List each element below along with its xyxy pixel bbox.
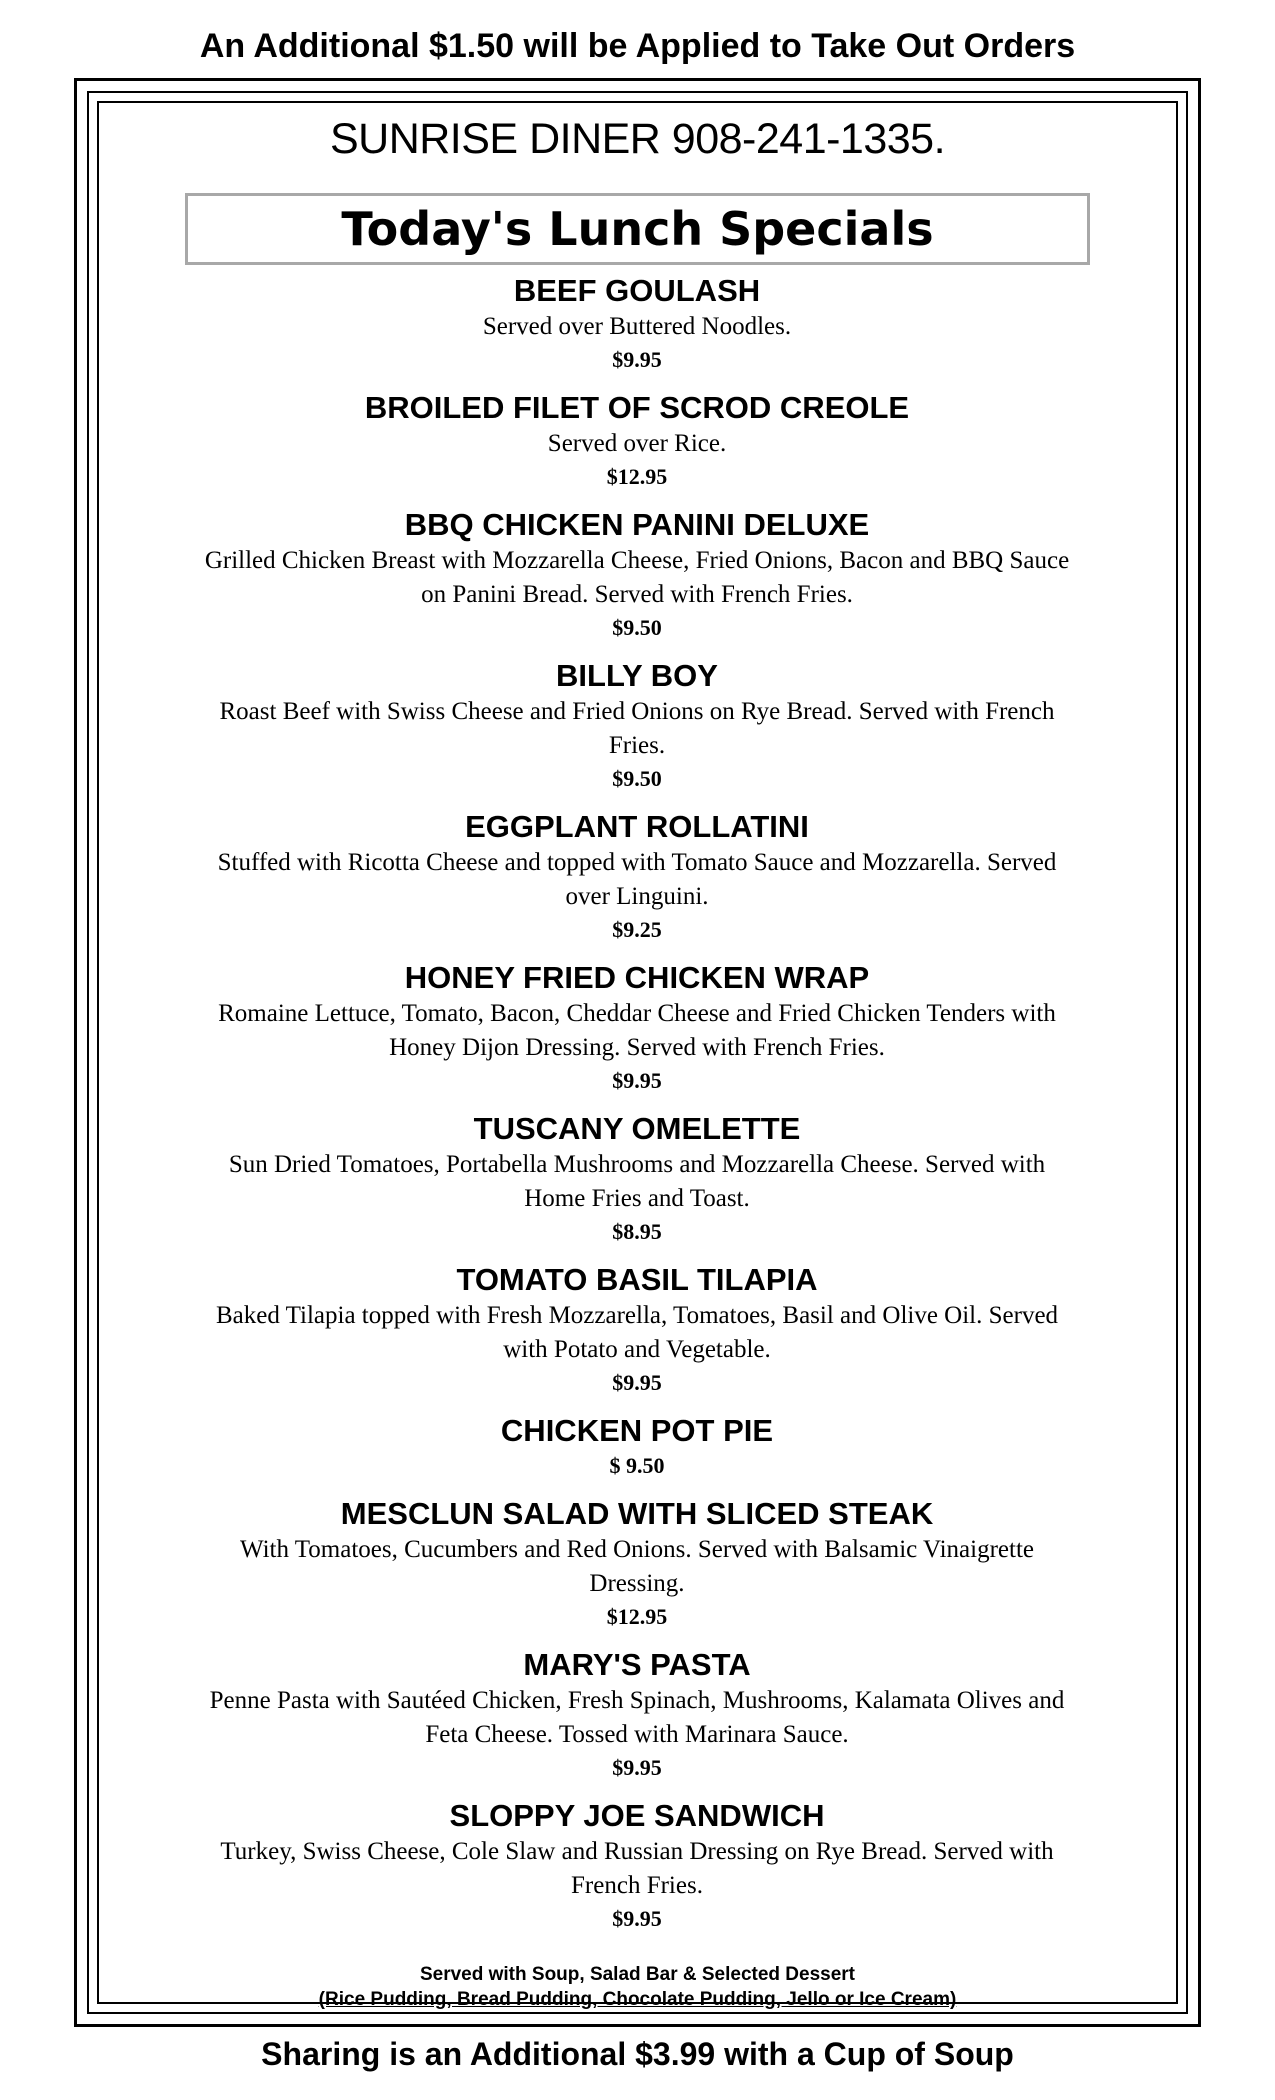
menu-item-name: SLOPPY JOE SANDWICH xyxy=(449,1798,825,1833)
menu-item-description: Roast Beef with Swiss Cheese and Fried Onions on Rye Bread. Served with French Fries. xyxy=(219,698,1055,759)
menu-item-name: MESCLUN SALAD WITH SLICED STEAK xyxy=(340,1496,934,1531)
menu-item-price: $9.50 xyxy=(612,766,662,791)
menu-item xyxy=(137,1412,1137,1482)
menu-item xyxy=(137,808,1137,946)
menu-item-description: Romaine Lettuce, Tomato, Bacon, Cheddar Cheese and Fried Chicken Tenders with Honey Dijon Dressing. Served with French Fries. xyxy=(218,1000,1056,1061)
menu-item xyxy=(137,1110,1137,1248)
menu-item-price: $9.95 xyxy=(612,1370,662,1395)
served-with-note: Served with Soup, Salad Bar & Selected Dessert xyxy=(419,1964,856,1985)
takeout-notice: An Additional $1.50 will be Applied to Take Out Orders xyxy=(199,27,1076,65)
menu-item-description: With Tomatoes, Cucumbers and Red Onions. Served with Balsamic Vinaigrette Dressing. xyxy=(240,1536,1034,1597)
menu-item-name: BEEF GOULASH xyxy=(513,273,761,308)
menu-item-price: $8.95 xyxy=(612,1219,662,1244)
specials-title-box xyxy=(185,193,1090,265)
menu-item-price: $9.50 xyxy=(612,615,662,640)
menu-item-price: $9.95 xyxy=(612,1068,662,1093)
menu-item-price: $9.95 xyxy=(612,1906,662,1931)
sharing-notice: Sharing is an Additional $3.99 with a Cup of Soup xyxy=(261,2036,1014,2072)
menu-item xyxy=(137,959,1137,1097)
dessert-options-note: (Rice Pudding, Bread Pudding, Chocolate Pudding, Jello or Ice Cream) xyxy=(318,1989,957,2010)
menu-item-description: Grilled Chicken Breast with Mozzarella Cheese, Fried Onions, Bacon and BBQ Sauce on Panini Bread. Served with French Fries. xyxy=(204,547,1070,608)
menu-item-name: BROILED FILET OF SCROD CREOLE xyxy=(364,390,910,425)
menu-item xyxy=(137,272,1137,376)
menu-item-name: HONEY FRIED CHICKEN WRAP xyxy=(404,960,870,995)
menu-item-description: Sun Dried Tomatoes, Portabella Mushrooms and Mozzarella Cheese. Served with Home Fries and Toast. xyxy=(228,1151,1046,1212)
menu-item xyxy=(137,1797,1137,1935)
menu-item-description: Turkey, Swiss Cheese, Cole Slaw and Russian Dressing on Rye Bread. Served with French Fries. xyxy=(220,1838,1054,1899)
menu-item-price: $12.95 xyxy=(606,1604,668,1629)
menu-item-price: $ 9.50 xyxy=(609,1453,665,1478)
menu-item-price: $9.25 xyxy=(612,917,662,942)
menu-item-price: $12.95 xyxy=(606,464,668,489)
menu-item xyxy=(137,1261,1137,1399)
menu-item xyxy=(137,1646,1137,1784)
menu-item-list xyxy=(137,272,1137,1948)
menu-item xyxy=(137,1495,1137,1633)
menu-item-name: CHICKEN POT PIE xyxy=(500,1413,774,1448)
menu-item xyxy=(137,389,1137,493)
menu-item-name: MARY'S PASTA xyxy=(523,1647,751,1682)
specials-title: Today's Lunch Specials xyxy=(341,202,934,256)
menu-item-description: Penne Pasta with Sautéed Chicken, Fresh Spinach, Mushrooms, Kalamata Olives and Feta Cheese. Tossed with Marinara Sauce. xyxy=(209,1687,1065,1748)
menu-item xyxy=(137,657,1137,795)
menu-item-description: Served over Buttered Noodles. xyxy=(482,313,792,340)
diner-name-heading: SUNRISE DINER 908-241-1335. xyxy=(329,115,946,163)
menu-item-name: TOMATO BASIL TILAPIA xyxy=(456,1262,818,1297)
menu-item-name: BBQ CHICKEN PANINI DELUXE xyxy=(404,507,870,542)
menu-item xyxy=(137,506,1137,644)
menu-item-name: TUSCANY OMELETTE xyxy=(473,1111,801,1146)
menu-item-description: Stuffed with Ricotta Cheese and topped with Tomato Sauce and Mozzarella. Served over Linguini. xyxy=(217,849,1057,910)
menu-item-description: Served over Rice. xyxy=(547,430,727,457)
menu-item-description: Baked Tilapia topped with Fresh Mozzarella, Tomatoes, Basil and Olive Oil. Served with Potato and Vegetable. xyxy=(215,1302,1059,1363)
menu-item-name: BILLY BOY xyxy=(556,658,718,693)
menu-item-price: $9.95 xyxy=(612,347,662,372)
menu-item-price: $9.95 xyxy=(612,1755,662,1780)
menu-item-name: EGGPLANT ROLLATINI xyxy=(465,809,809,844)
